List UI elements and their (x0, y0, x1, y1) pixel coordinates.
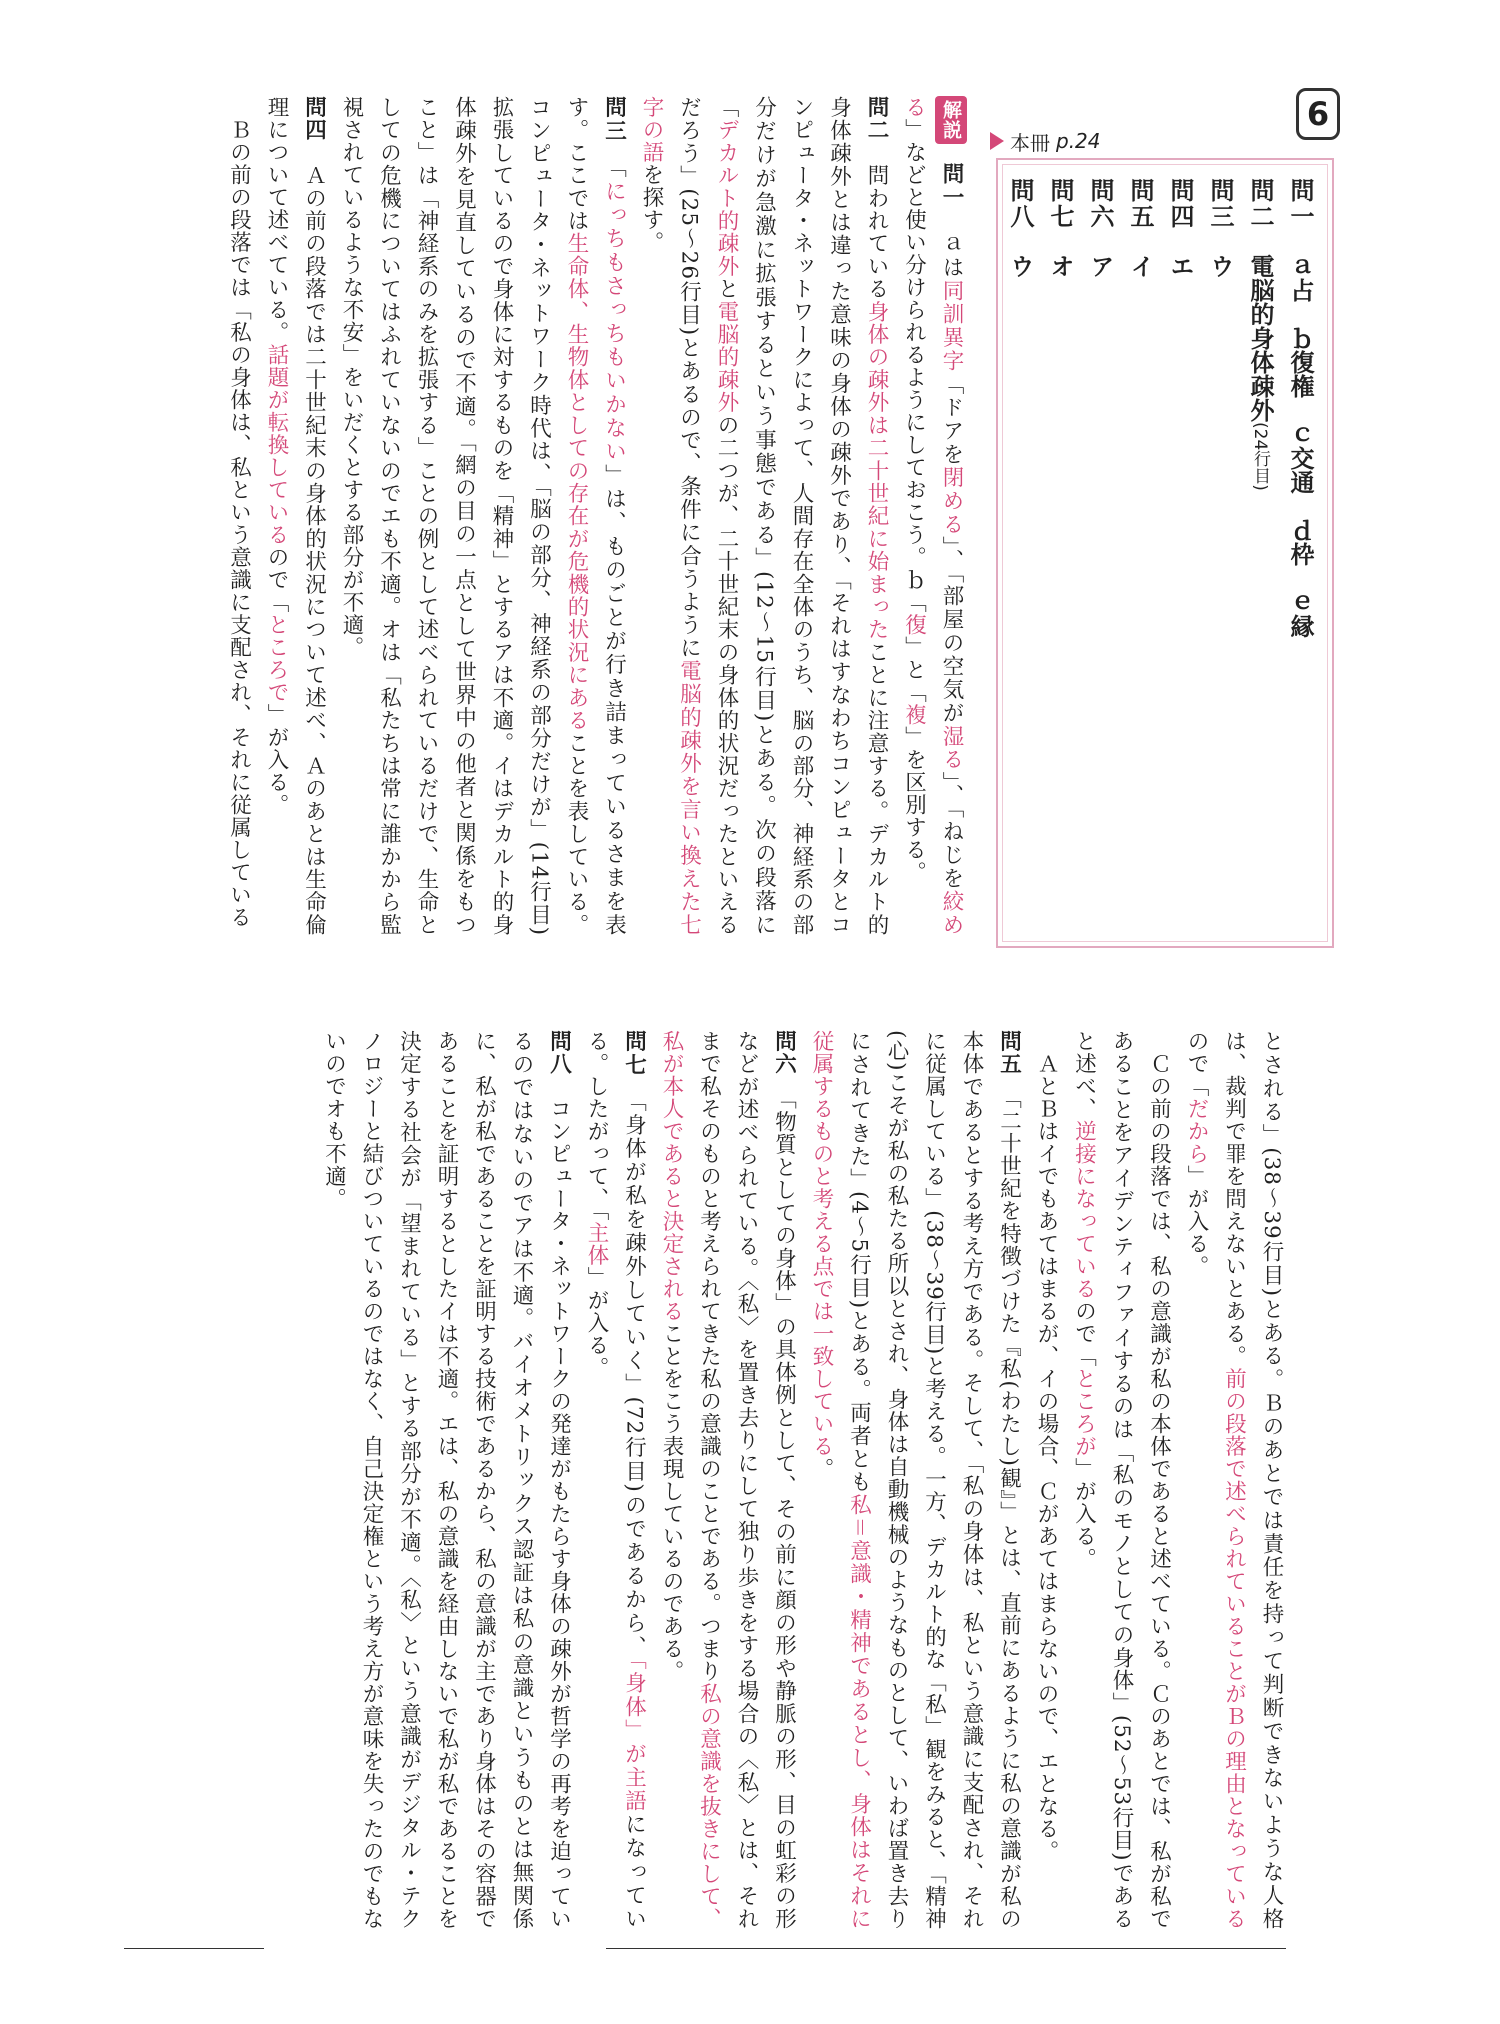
text-run: 「二十世紀を特徴づけた『私(わたし)観』」とは、直前にあるように私の意識が私の本体であるとする考え方である。そして、「私の身体は、私という意識に支配され、それに従属している」(38～39行目)と考える。一方、デカルト的な「私」観をみると、「精神(心)こそが私の私たる所以とされ、身体は自動機械のようなものとして、いわば置き去りにされてきた」(4～5行目)とある。両者とも (846, 1030, 1022, 1930)
footer-rule (606, 1948, 1286, 1949)
question-marker: 問三 (601, 96, 627, 144)
answer-item (1160, 178, 1200, 928)
text-run: ので「 (264, 546, 289, 614)
text-run: 」は、ものごとが行き詰まっているさまを表す。ここでは (564, 96, 627, 936)
explanation-paragraph (333, 96, 633, 936)
text-run: と (714, 277, 739, 301)
answer-item (1240, 178, 1280, 928)
text-run: Ｃの前の段落では、私の意識が私の本体であると述べている。Ｃのあとでは、私が私であることをアイデンティファイするのは「私のモノとしての身体」(52～53行目)であると述べ、 (1071, 1030, 1172, 1930)
answer-value: ウ (1006, 254, 1034, 278)
answer-item (1000, 178, 1040, 928)
text-run: 」が入る。 (584, 1266, 609, 1380)
question-marker: 問二 (864, 96, 889, 142)
explanation-paragraph (1065, 1030, 1178, 1930)
explanation-paragraph (895, 96, 970, 936)
answer-question: 問八 (1006, 178, 1034, 230)
text-run: 。 (809, 1457, 834, 1480)
highlight-run: 復 (901, 613, 927, 636)
explanation-paragraph (220, 96, 258, 936)
text-run: ａは (939, 232, 964, 280)
question-marker: 問六 (771, 1030, 797, 1076)
question-marker: 問五 (996, 1030, 1022, 1076)
text-run: ことをこう表現しているのである。 (659, 1322, 684, 1683)
highlight-run: 電脳的疎外を言い換えた七字の語 (639, 96, 702, 936)
highlight-run: ところが (1071, 1367, 1097, 1458)
text-run: ことに注意する。デカルト的身体疎外とは違った意味の身体の疎外であり、「それはすなわちコンピュータとコンピュータ・ネットワークによって、人間存在全体のうち、脳の部分、神経系の部分だけが急激に拡張するという事態である」(12～15行目)とある。次の段落に「 (714, 96, 889, 936)
answer-question: 問二 (1246, 178, 1274, 230)
highlight-run: 電脳的疎外 (714, 300, 739, 414)
text-run: 」が入る。 (264, 703, 289, 816)
answer-value: ア (1086, 254, 1114, 278)
answer-value: エ (1166, 254, 1194, 278)
explanation-label: 解説 (935, 96, 967, 144)
text-run: 「物質としての身体」の具体例として、その前に顔の形や静脈の形、目の虹彩の形などが述べられている。〈私〉を置き去りにして独り歩きをする場合の〈私〉とは、それまで私そのものと考えられてきた私の意識のことである。つまり (696, 1030, 797, 1930)
text-run: になっている。したがって、「 (584, 1030, 647, 1930)
triangle-marker-icon (990, 132, 1004, 150)
answer-box (996, 158, 1334, 948)
answer-question: 問六 (1086, 178, 1114, 230)
highlight-run: 絞める (901, 96, 964, 936)
text-run: 問われている (864, 164, 889, 301)
answer-value: ウ (1206, 254, 1234, 278)
page-reference (990, 126, 1101, 156)
explanation-paragraph (578, 1030, 653, 1930)
explanation-paragraph (653, 1030, 803, 1930)
text-run: 」、「部屋の空気が (939, 536, 964, 725)
text-run: を探す。 (639, 163, 664, 254)
question-marker: 問四 (301, 96, 327, 142)
answer-item (1120, 178, 1160, 928)
explanation-paragraph (1178, 1030, 1291, 1930)
highlight-run: デカルト的疎外 (714, 118, 739, 278)
highlight-run: 同訓異字 (939, 279, 964, 373)
highlight-run: 私の意識を抜きにして、私が本人であると決定される (659, 1030, 722, 1930)
highlight-run: 複 (901, 703, 927, 726)
question-marker: 問八 (546, 1030, 572, 1075)
highlight-run: 「身体」が主語 (621, 1658, 647, 1814)
text-run: 」と「 (901, 636, 927, 704)
highlight-run: にっちもさっちもいかない (601, 179, 627, 464)
explanation-paragraph (1028, 1030, 1066, 1930)
text-run: 」が入る。 (1184, 1165, 1209, 1278)
text-run: 」が入る。 (1071, 1457, 1097, 1570)
answer-item (1280, 178, 1320, 928)
text-run: 「身体が私を疎外していく」(72行目)のであるから、 (621, 1100, 647, 1659)
section-number-badge: 6 (1296, 88, 1340, 140)
footer-rule (124, 1948, 264, 1949)
highlight-run: 話題が転換している (264, 343, 289, 546)
text-run: 」を区別する。 (901, 726, 927, 884)
answer-item (1200, 178, 1240, 928)
text-run: 「ドアを (939, 372, 964, 467)
highlight-run: 生命体、生物体としての存在が危機的状況にある (564, 232, 589, 732)
answer-note: (24行目) (1250, 422, 1270, 491)
answer-item (1040, 178, 1080, 928)
text-run: Ｂの前の段落では「私の身体は、私という意識に支配され、それに従属している (226, 118, 252, 929)
explanation-top (190, 96, 970, 936)
explanation-paragraph (633, 96, 896, 936)
highlight-run: 閉める (939, 466, 964, 537)
highlight-run: 逆接になっている (1071, 1120, 1097, 1300)
text-run: 」などと使い分けられるようにしておこう。ｂ「 (901, 118, 927, 614)
highlight-run: だから (1184, 1097, 1209, 1165)
question-marker: 問七 (621, 1030, 647, 1078)
answer-value: イ (1126, 254, 1154, 278)
text-run: Ａの前の段落では二十世紀末の身体的状況について述べ、Ａのあとは生命倫理について述べている。 (264, 96, 327, 936)
answer-list (1000, 178, 1320, 928)
highlight-run: 主体 (584, 1221, 609, 1267)
reference-page: p.24 (1056, 129, 1101, 153)
answer-value: オ (1046, 254, 1074, 278)
explanation-bottom (160, 1030, 1290, 1930)
highlight-run: 前の段落で述べられていることがＢの理由となっている (1221, 1367, 1247, 1930)
answer-value: 電脳的身体疎外 (1246, 254, 1274, 422)
text-run: ことを表している。コンピュータ・ネットワーク時代は、「脳の部分、神経系の部分だけが」(14行目)拡張しているので身体に対するものを「精神」とするアは不適。イはデカルト的身体疎外を見直しているので不適。「網の目の一点として世界中の他者と関係をもつこと」は「神経系のみを拡張する」ことの例として述べられているだけで、生命としての危機についてはふれていないのでエも不適。オは「私たちは常に誰かから監視されているような不安」をいだくとする部分が不適。 (339, 96, 589, 936)
answer-question: 問七 (1046, 178, 1074, 230)
answer-value: ａ占 ｂ復権 ｃ交通 ｄ枠 ｅ縁 (1286, 254, 1314, 638)
highlight-run: 身体の疎外は二十世紀に始まった (864, 300, 889, 642)
text-run: の二つが、二十世紀末の身体的状況だったといえるだろう」(25～26行目)とあるので、条件に合うように (676, 96, 739, 936)
answer-question: 問一 (1286, 178, 1314, 230)
text-run: ＡとＢはイでもあてはまるが、イの場合、Ｃがあてはまらないので、エとなる。 (1034, 1052, 1059, 1863)
question-marker: 問一 (939, 162, 964, 210)
explanation-paragraph (315, 1030, 578, 1930)
text-run: ので「 (1071, 1300, 1097, 1368)
text-run: 「 (601, 167, 627, 180)
answer-question: 問四 (1166, 178, 1194, 230)
text-run: とされる」(38～39行目)とある。Ｂのあとでは責任を持って判断できないような人格は、裁判で罪を問えないとある。 (1221, 1030, 1284, 1930)
text-run: ので「 (1184, 1030, 1209, 1098)
explanation-paragraph (258, 96, 333, 936)
answer-item (1080, 178, 1120, 928)
explanation-paragraph (803, 1030, 1028, 1930)
highlight-run: 私＝意識・精神であるとし、身体はそれに従属するものと考える点では一致している (809, 1030, 872, 1930)
reference-prefix: 本冊 (1010, 130, 1050, 155)
answer-question: 問三 (1206, 178, 1234, 230)
answer-question: 問五 (1126, 178, 1154, 230)
highlight-run: 湿る (939, 724, 964, 772)
text-run: 」、「ねじを (939, 771, 964, 891)
highlight-run: ところで (264, 613, 289, 704)
text-run: コンピュータ・ネットワークの発達がもたらす身体の疎外が哲学の再考を迫っているのではないのでアは不適。バイオメトリックス認証は私の意識というものとは無関係に、私が私であることを証明する技術であるから、私の意識が主であり身体はその容器であることを証明するとしたイは不適。エは、私の意識を経由しないで私が私であることを決定する社会が「望まれている」とする部分が不適。〈私〉という意識がデジタル・テクノロジーと結びついているのではなく、自己決定権という考え方が意味を失ったのでもないのでオも不適。 (321, 1030, 572, 1930)
